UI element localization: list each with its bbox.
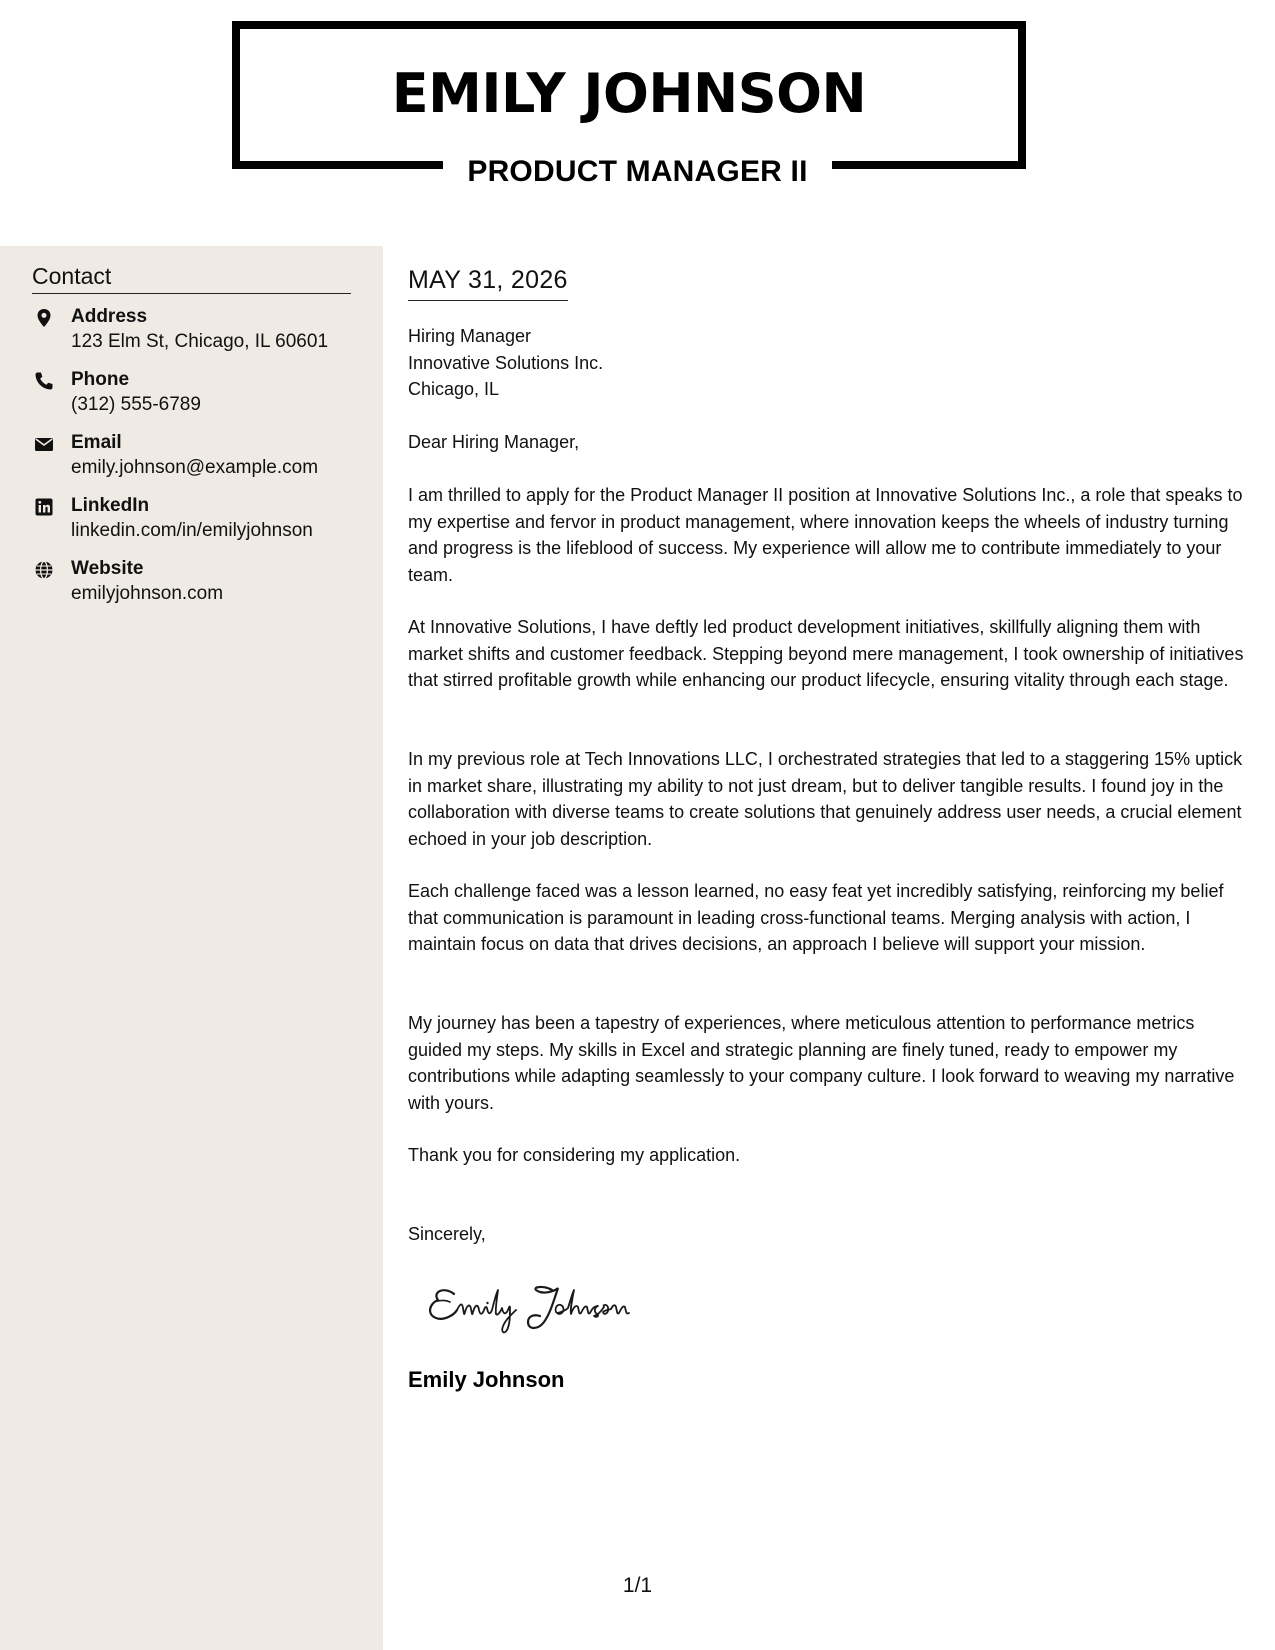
applicant-name: EMILY JOHNSON (391, 62, 867, 125)
header-title-wrap (0, 150, 1275, 194)
job-title: PRODUCT MANAGER II (443, 150, 831, 194)
page-number: 1/1 (622, 1574, 653, 1597)
contact-value: emily.johnson@example.com (71, 457, 319, 478)
recipient-line: Innovative Solutions Inc. (408, 352, 604, 373)
handwritten-signature (424, 1272, 664, 1342)
closing-thanks: Thank you for considering my application. (408, 1145, 741, 1165)
body-paragraph: At Innovative Solutions, I have deftly led product development initiatives, skillfully aligning them with market shifts and customer feedback. Stepping beyond mere management, I took ownership of initiatives that stirred profitable growth while enhancing our product lifecycle, ensuring vitality through each stage. (408, 617, 1244, 690)
contact-label: Phone (71, 369, 130, 390)
linkedin-icon (34, 497, 54, 517)
contact-heading: Contact (32, 261, 351, 294)
signoff: Sincerely, (408, 1224, 486, 1244)
envelope-icon (34, 434, 54, 454)
contact-value: emilyjohnson.com (71, 583, 224, 604)
globe-icon (34, 560, 54, 580)
contact-value: 123 Elm St, Chicago, IL 60601 (71, 331, 329, 352)
body-paragraph: I am thrilled to apply for the Product Manager II position at Innovative Solutions Inc., a role that speaks to my expertise and fervor in product management, where innovation keeps the wheels of industry turning and progress is the lifeblood of success. My experience will allow me to contribute immediately to your team. (408, 485, 1243, 585)
signer-name: Emily Johnson (408, 1367, 565, 1392)
body-paragraph: My journey has been a tapestry of experiences, where meticulous attention to performance metrics guided my steps. My skills in Excel and strategic planning are finely tuned, ready to empower my contributions while adapting seamlessly to your company culture. I look forward to weaving my narrative with yours. (408, 1013, 1235, 1113)
contact-label: Email (71, 432, 122, 453)
contact-value: linkedin.com/in/emilyjohnson (71, 520, 313, 541)
recipient-block (408, 323, 603, 403)
map-pin-icon (34, 308, 54, 328)
contact-value: (312) 555-6789 (71, 394, 201, 415)
phone-icon (34, 371, 54, 391)
body-paragraph: In my previous role at Tech Innovations LLC, I orchestrated strategies that led to a staggering 15% uptick in market share, illustrating my ability to not just dream, but to deliver tangible results. I found joy in the collaboration with diverse teams to create solutions that genuinely address user needs, a crucial element echoed in your job description. (408, 749, 1243, 849)
contact-label: LinkedIn (71, 495, 150, 516)
salutation: Dear Hiring Manager, (408, 432, 580, 452)
body-paragraph: Each challenge faced was a lesson learned, no easy feat yet incredibly satisfying, reinforcing my belief that communication is paramount in leading cross-functional teams. Merging analysis with action, I maintain focus on data that drives decisions, an approach I believe will support your mission. (408, 881, 1224, 954)
recipient-line: Hiring Manager (408, 326, 532, 346)
recipient-line: Chicago, IL (408, 379, 500, 399)
letter-date: MAY 31, 2026 (408, 264, 568, 301)
contact-label: Address (71, 306, 148, 327)
contact-label: Website (71, 558, 144, 579)
